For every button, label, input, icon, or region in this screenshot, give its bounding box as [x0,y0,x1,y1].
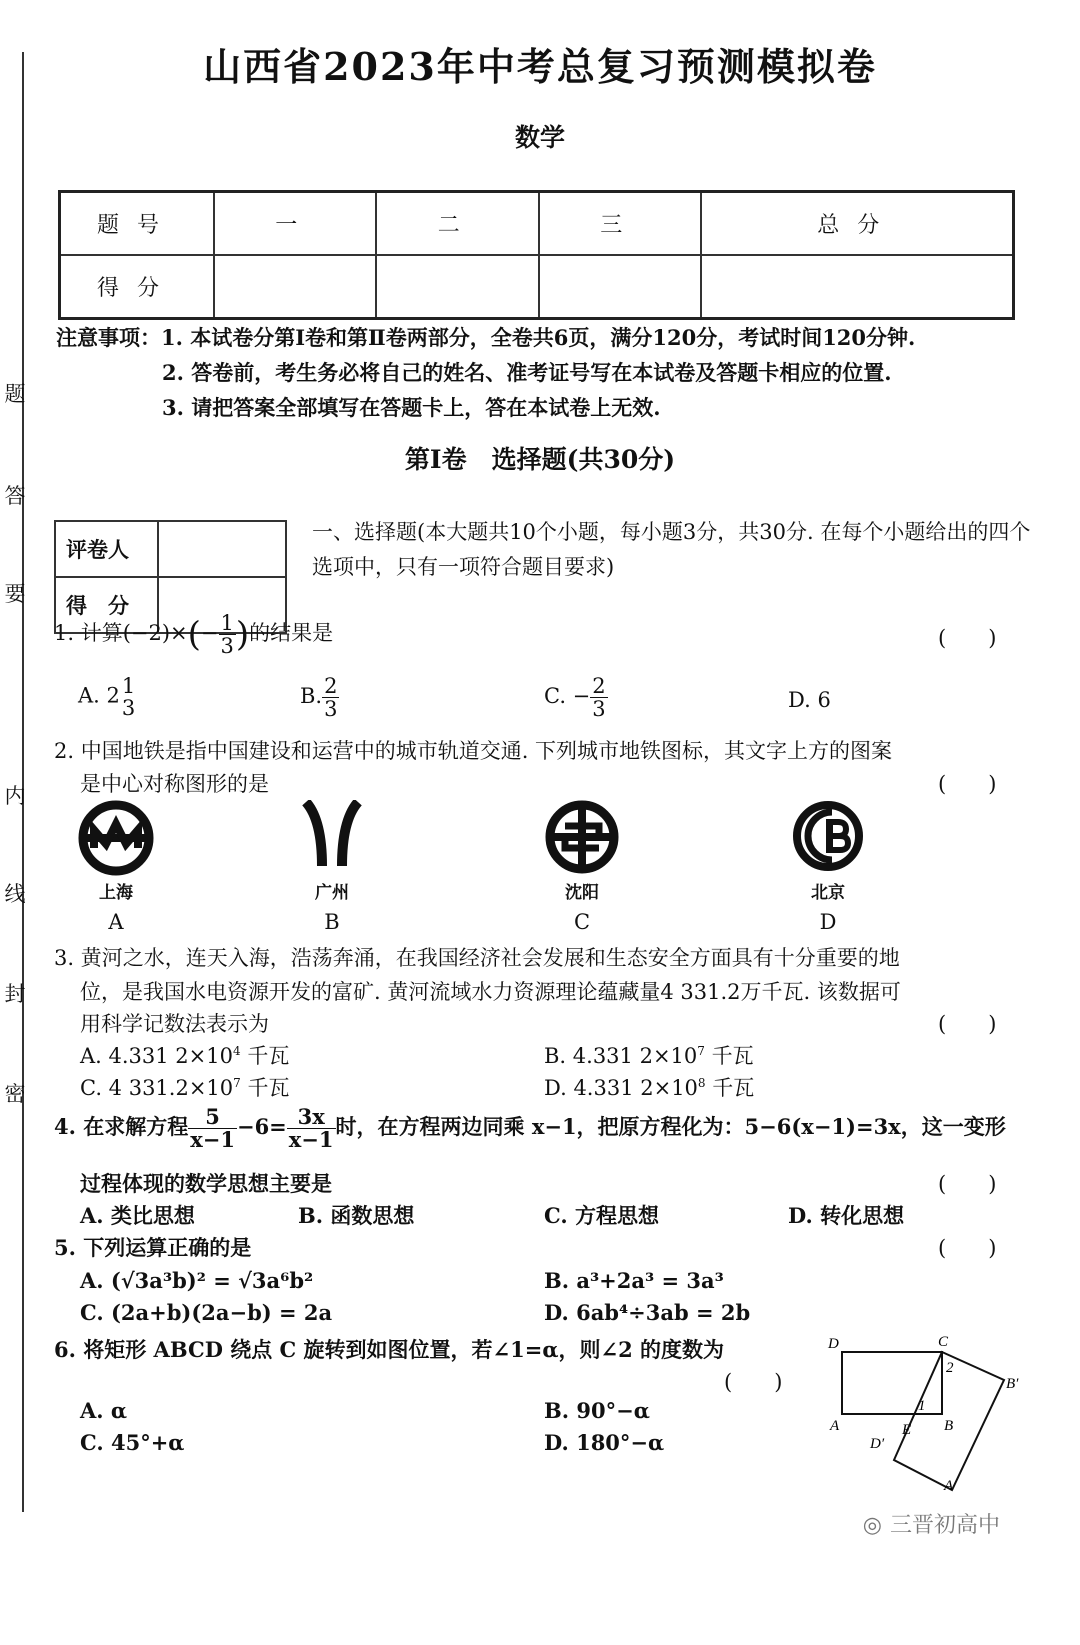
guangzhou-metro-icon[interactable] [302,800,362,874]
score-input-cell[interactable] [539,255,701,319]
answer-paren[interactable]: ( ) [938,1012,997,1036]
q6-option-a[interactable]: A. α [80,1398,128,1423]
table-row [60,192,1014,256]
q5-option-b[interactable]: B. a³+2a³ = 3a³ [544,1268,724,1293]
seal-char: 答 [4,484,26,508]
q5-stem: 5. 下列运算正确的是 [54,1235,252,1260]
beijing-metro-icon[interactable] [792,800,864,876]
q5-option-c[interactable]: C. (2a+b)(2a−b) = 2a [80,1300,333,1325]
score-cell: 得分 [60,255,215,319]
q6-stem: 6. 将矩形 ABCD 绕点 C 旋转到如图位置，若∠1=α，则∠2 的度数为 [54,1337,725,1362]
figure-label: B′ [1006,1376,1019,1392]
q3-line2: 位，是我国水电资源开发的富矿. 黄河流域水力资源理论蕴藏量4 331.2万千瓦. 该数据可 [80,980,901,1004]
figure-label: A [830,1418,840,1434]
q4-option-c[interactable]: C. 方程思想 [544,1203,659,1228]
score-cell: 二 [376,192,538,256]
exponent: 8 [697,1076,706,1090]
q3-option-a[interactable] [80,1040,289,1070]
figure-label: D [828,1336,839,1352]
city-label: 广州 [315,883,349,903]
city-label: 沈阳 [565,883,599,903]
seal-char: 题 [4,382,26,406]
figure-label: A [944,1478,954,1494]
table-row [60,255,1014,319]
q4-line2: 过程体现的数学思想主要是 [80,1171,332,1196]
answer-paren[interactable]: ( ) [938,1172,997,1196]
q4-option-b[interactable]: B. 函数思想 [298,1203,415,1228]
score-cell: 三 [539,192,701,256]
q3-line3: 用科学记数法表示为 [80,1012,269,1036]
fraction [590,675,607,720]
denominator: 3 [592,697,606,722]
unit: 千瓦 [704,1044,754,1068]
q4-stem-end: 时，在方程两边同乘 x−1，把原方程化为：5−6(x−1)=3x，这一变形 [335,1114,1006,1140]
note-item: 2. 答卷前，考生务必将自己的姓名、准考证号写在本试卷及答题卡相应的位置. [162,360,892,385]
option-letter: D [819,910,837,934]
city-label: 上海 [99,883,133,903]
q1-option-d[interactable]: D. 6 [788,688,831,712]
option-text: B. 4.331 2×10 [544,1044,698,1068]
q4-option-a[interactable]: A. 类比思想 [80,1203,195,1228]
watermark-text: 三晋初高中 [889,1513,1000,1538]
seal-char: 封 [4,982,26,1006]
option-text: A. 4.331 2×10 [80,1044,233,1068]
option-letter: C [573,910,591,934]
figure-label: E [902,1422,912,1438]
option-letter: B [324,910,340,934]
seal-char: 密 [4,1082,26,1106]
shenyang-metro-icon[interactable] [545,800,619,878]
city-label: 北京 [811,883,845,903]
figure-label: 1 [918,1398,926,1414]
seal-char: 线 [4,882,26,906]
numerator: 5 [188,1106,237,1129]
score-input-cell[interactable] [214,255,376,319]
figure-label: C [938,1334,949,1350]
numerator: 2 [324,674,338,698]
unit: 千瓦 [705,1076,755,1100]
q3-option-b[interactable] [544,1040,754,1070]
q6-option-d[interactable]: D. 180°−α [544,1430,665,1455]
option-label: B. [300,684,323,709]
seal-char: 内 [4,784,26,808]
q1-option-a[interactable] [78,675,137,719]
page-title: 山西省2023年中考总复习预测模拟卷 [203,44,877,89]
seal-char: 要 [4,582,26,606]
figure-label: D′ [870,1436,885,1452]
score-cell: 一 [214,192,376,256]
q6-option-c[interactable]: C. 45°+α [80,1430,185,1455]
q4-stem: 4. 在求解方程 [54,1114,189,1140]
wechat-icon: ◎ [862,1513,882,1538]
notes-label: 注意事项： [56,325,161,350]
score-input-cell[interactable] [701,255,1013,319]
fraction [188,1106,237,1151]
grader-label: 评卷人 [55,521,158,577]
table-row [55,521,286,577]
note-item: 1. 本试卷分第Ⅰ卷和第Ⅱ卷两部分，全卷共6页，满分120分，考试时间120分钟. [161,325,916,350]
question-1: 1. 计算(−2)×(− $\frac{1}{3}$ )的结果是 [54,611,334,659]
q2-line2: 是中心对称图形的是 [80,772,269,796]
q3-line1: 3. 黄河之水，连天入海，浩荡奔涌，在我国经济社会发展和生态安全方面具有十分重要的地 [54,946,900,970]
figure-label: B [944,1418,954,1434]
answer-paren[interactable]: ( ) [938,772,997,796]
rotation-figure [822,1330,1032,1499]
watermark [863,1508,1000,1539]
q4-operator: −6= [236,1114,287,1140]
fraction [287,1106,336,1151]
numerator: 1 [220,611,234,635]
denominator: x−1 [190,1127,235,1153]
q2-line1: 2. 中国地铁是指中国建设和运营中的城市轨道交通. 下列城市地铁图标，其文字上方的图案 [54,739,893,763]
subject-title: 数学 [514,123,565,152]
section-description: 一、选择题(本大题共10个小题，每小题3分，共30分. 在每个小题给出的四个选项中，只有一项符合题目要求) [312,520,1031,579]
exponent: 7 [697,1044,705,1058]
denominator: x−1 [288,1127,334,1153]
score-table [58,190,1015,320]
answer-paren[interactable]: ( ) [724,1370,783,1394]
answer-paren[interactable]: ( ) [938,1236,997,1260]
exponent: 7 [233,1076,241,1090]
grader-input-cell[interactable] [158,521,286,577]
fraction [219,612,236,657]
numerator: 1 [121,674,136,698]
numerator: 3x [287,1106,336,1129]
q1-stem: 1. 计算(−2)× [54,621,188,646]
score-cell: 题号 [60,192,215,256]
unit: 千瓦 [240,1044,290,1068]
denominator: 3 [121,696,136,721]
score-cell: 总分 [701,192,1013,256]
exponent: 4 [233,1044,241,1058]
figure-label: 2 [946,1360,954,1376]
q5-option-d[interactable]: D. 6ab⁴÷3ab = 2b [544,1300,751,1325]
q1-option-b[interactable] [300,675,339,720]
q1-option-c[interactable] [544,675,608,720]
fraction [120,675,137,719]
q3-option-c[interactable] [80,1072,289,1102]
denominator: 3 [324,697,338,722]
score-input-cell[interactable] [376,255,538,319]
q4-option-d[interactable]: D. 转化思想 [788,1203,905,1228]
option-text: D. 4.331 2×10 [544,1076,698,1100]
section-heading: 第Ⅰ卷 选择题(共30分) [404,445,676,474]
option-label: C. − [544,684,591,709]
numerator: 2 [592,674,606,698]
q1-stem-end: 的结果是 [249,621,334,646]
option-text: C. 4 331.2×10 [80,1076,234,1100]
unit: 千瓦 [240,1076,290,1100]
q3-option-d[interactable] [544,1072,754,1102]
note-item: 3. 请把答案全部填写在答题卡上，答在本试卷上无效. [162,395,661,420]
q5-option-a[interactable]: A. (√3a³b)² = √3a⁶b² [80,1268,314,1293]
option-letter: A [108,910,124,934]
q4-line1 [54,1106,1006,1151]
denominator: 3 [220,634,234,659]
grader-label: 得 分 [55,577,158,633]
answer-paren[interactable]: ( ) [938,626,997,650]
fraction [322,675,339,720]
q6-option-b[interactable]: B. 90°−α [544,1398,650,1423]
option-label: A. 2 [78,683,120,708]
shanghai-metro-icon[interactable] [78,800,154,880]
notes [56,320,915,425]
